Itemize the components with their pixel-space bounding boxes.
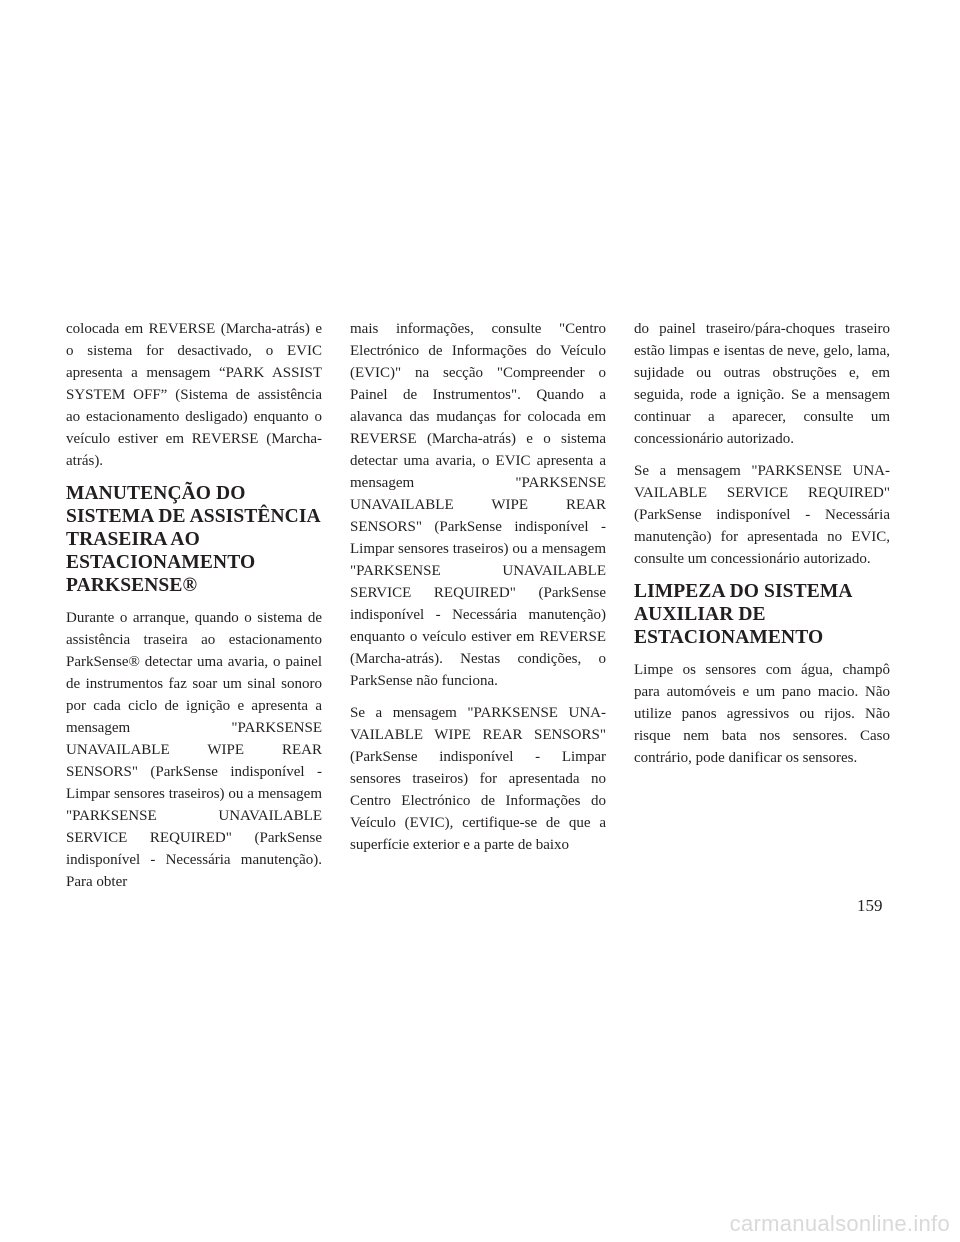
paragraph-wipe-sensors: Se a mensagem "PARKSENSE UNAVAILABLE WIPE REAR SENSORS" (ParkSense indisponível - Limpar sensores traseiros) for apresentada no Centro Electrónico de Informações do Veículo (EVIC), certifique-se de que a superfície exterior e a parte de baixo	[350, 705, 606, 853]
text-column-right	[634, 318, 890, 779]
section-heading-maintenance: MANUTENÇÃO DO SISTEMA DE ASSISTÊNCIA TRASEIRA AO ESTACIONAMENTO PARKSENSE®	[66, 483, 320, 596]
paragraph-reverse-disabled: colocada em REVERSE (Marcha-atrás) e o sistema for desactivado, o EVIC apresenta a mensagem “PARK ASSIST SYSTEM OFF” (Sistema de assistência ao estacionamento desligado) enquanto o veículo estiver em REVERSE (Marcha-atrás).	[66, 321, 322, 469]
section-heading-cleaning: LIMPEZA DO SISTEMA AUXILIAR DE ESTACIONAMENTO	[634, 581, 852, 648]
paragraph-service-required: Se a mensagem "PARKSENSE UNAVAILABLE SERVICE REQUIRED" (ParkSense indisponível - Necessária manutenção) for apresentada no EVIC, consulte um concessionário autorizado.	[634, 463, 890, 567]
text-column-middle	[350, 318, 606, 866]
watermark: carmanualsonline.info	[729, 1211, 950, 1236]
paragraph-cleaning-instructions: Limpe os sensores com água, champô para automóveis e um pano macio. Não utilize panos agressivos ou rijos. Não risque nem bata nos sensores. Caso contrário, pode danificar os sensores.	[634, 662, 890, 766]
paragraph-evic-reference: mais informações, consulte "Centro Electrónico de Informações do Veículo (EVIC)" na secção "Compreender o Painel de Instrumentos". Quando a alavanca das mudanças for colocada em REVERSE (Marcha-atrás) e o sistema detectar uma avaria, o EVIC apresenta a mensagem "PARKSENSE UNAVAILABLE WIPE REAR SENSORS" (ParkSense indisponível - Limpar sensores traseiros) ou a mensagem "PARKSENSE UNAVAILABLE SERVICE REQUIRED" (ParkSense indisponível - Necessária manutenção) enquanto o veículo estiver em REVERSE (Marcha-atrás). Nestas condições, o ParkSense não funciona.	[350, 321, 606, 689]
paragraph-clean-fascia: do painel traseiro/pára-choques traseiro estão limpas e isentas de neve, gelo, lama, sujidade ou outras obstruções e, em seguida, rode a ignição. Se a mensagem continuar a aparecer, consulte um concessionário autorizado.	[634, 321, 890, 447]
paragraph-startup-fault: Durante o arranque, quando o sistema de assistência traseira ao estacionamento ParkSense® detectar uma avaria, o painel de instrumentos faz soar um sinal sonoro por cada ciclo de ignição e apresenta a mensagem "PARKSENSE UNAVAILABLE WIPE REAR SENSORS" (ParkSense indisponível - Limpar sensores traseiros) ou a mensagem "PARKSENSE UNAVAILABLE SERVICE REQUIRED" (ParkSense indisponível - Necessária manutenção). Para obter	[66, 610, 322, 890]
page-number: 159	[857, 896, 883, 915]
text-column-left	[66, 318, 322, 903]
